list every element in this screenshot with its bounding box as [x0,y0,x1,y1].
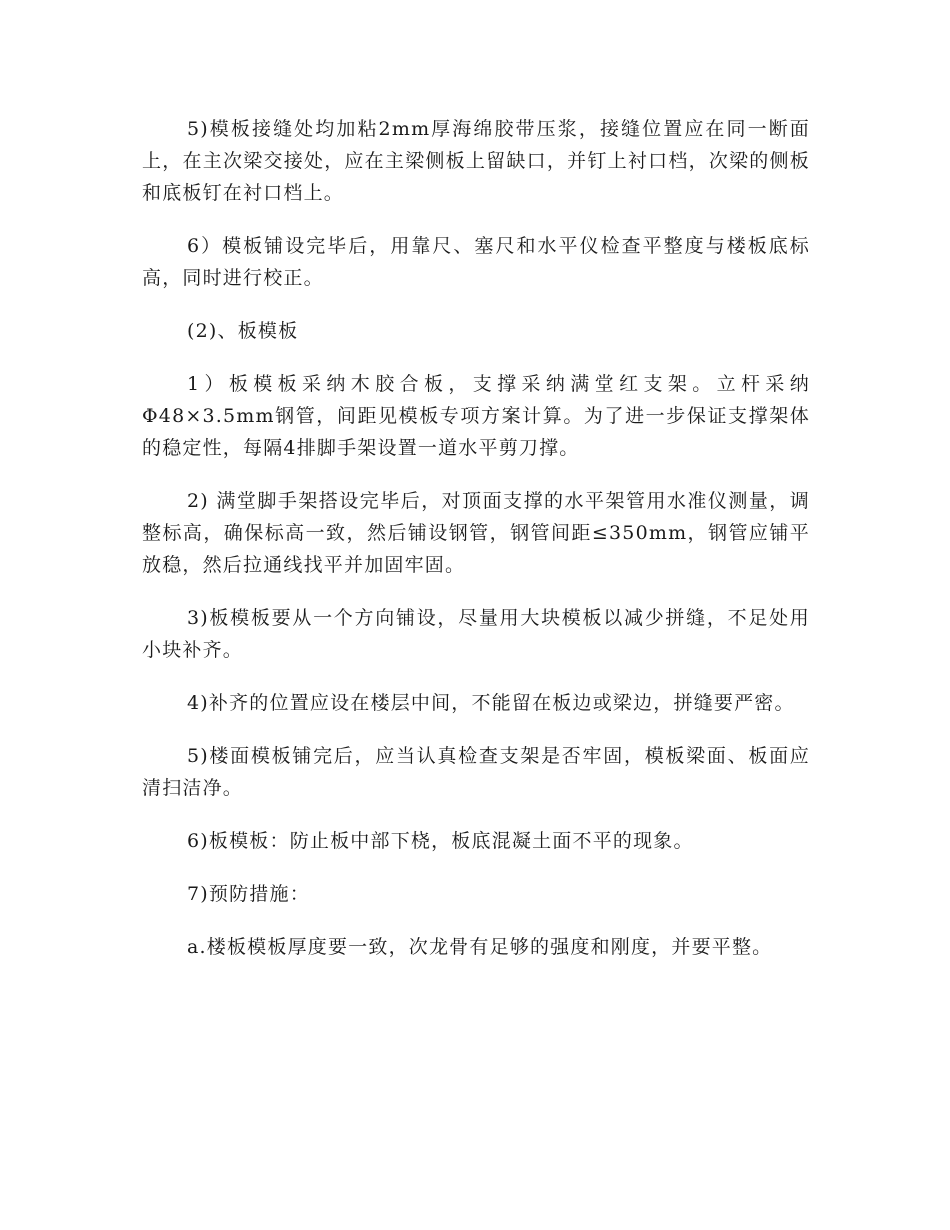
paragraph-inspection-cleaning: 5)楼面模板铺完后，应当认真检查支架是否牢固，模板梁面、板面应清扫洁净。 [142,745,810,799]
paragraph-measure-a: a.楼板模板厚度要一致，次龙骨有足够的强度和刚度，并要平整。 [187,936,773,958]
paragraph-laying-direction: 3)板模板要从一个方向铺设，尽量用大块模板以减少拼缝，不足处用小块补齐。 [142,607,810,661]
paragraph-beam-leveling-check: 6）模板铺设完毕后，用靠尺、塞尺和水平仪检查平整度与楼板底标高，同时进行校正。 [142,235,810,289]
paragraph-measures-heading: 7)预防措施： [187,883,310,905]
paragraph-beam-joint-sealing: 5)模板接缝处均加粘2mm厚海绵胶带压浆，接缝位置应在同一断面上，在主次梁交接处，应在主梁侧板上留缺口，并钉上衬口档，次梁的侧板和底板钉在衬口档上。 [142,118,810,204]
document-body [142,113,810,984]
paragraph-sag-prevention: 6)板模板：防止板中部下桡，板底混凝土面不平的现象。 [187,830,694,852]
section-heading-slab-formwork: (2)、板模板 [187,320,299,342]
paragraph-slab-support: 1）板模板采纳木胶合板，支撑采纳满堂红支架。立杆采纳Φ48×3.5mm钢管，间距见模板专项方案计算。为了进一步保证支撑架体的稳定性，每隔4排脚手架设置一道水平剪刀撑。 [142,373,810,459]
paragraph-patch-position: 4)补齐的位置应设在楼层中间，不能留在板边或梁边，拼缝要严密。 [187,692,795,714]
paragraph-scaffold-leveling: 2) 满堂脚手架搭设完毕后，对顶面支撑的水平架管用水准仪测量，调整标高，确保标高一致，然后铺设钢管，钢管间距≤350mm，钢管应铺平放稳，然后拉通线找平并加固牢固。 [142,490,810,576]
